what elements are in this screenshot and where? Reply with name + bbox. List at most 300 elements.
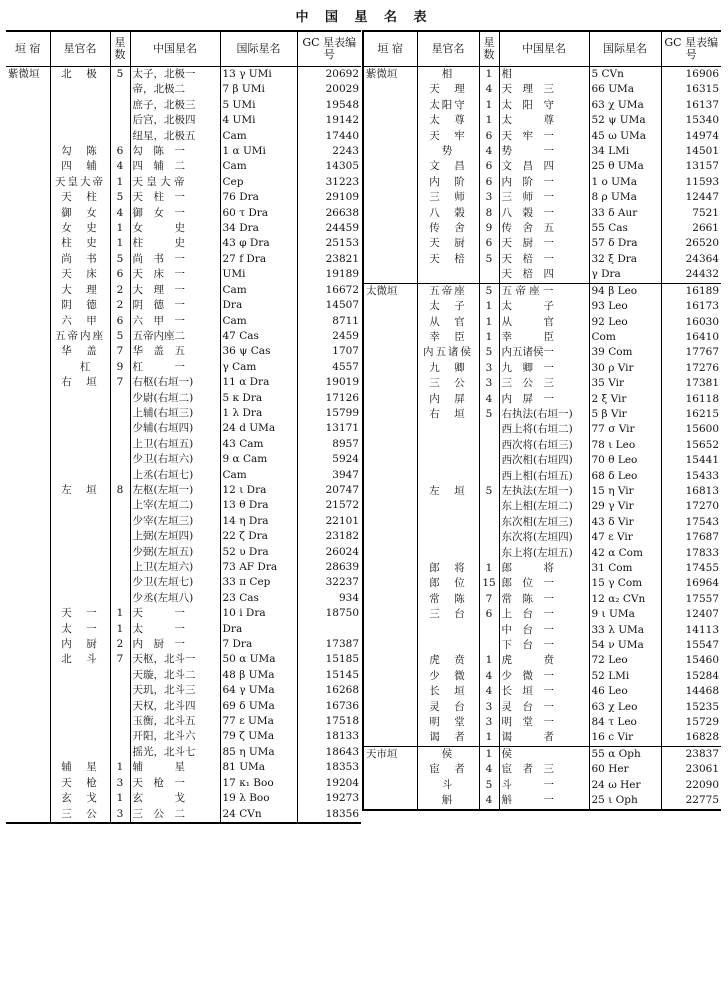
table-row [6,776,361,791]
cell-yuan [6,468,50,483]
cell-yuan [6,129,50,144]
cell-chinese: 斗 一 [499,778,589,793]
table-row [6,622,361,637]
cell-gc: 17455 [661,561,721,576]
cell-international: 45 ω UMa [589,129,661,144]
cell-official [50,452,110,467]
cell-chinese: 天权，北斗四 [130,699,220,714]
table-row [6,98,361,113]
cell-chinese: 后宫，北极四 [130,113,220,128]
cell-official [417,546,479,561]
cell-official: 斛 [417,793,479,809]
cell-chinese: 从 官 [499,315,589,330]
table-row [363,206,721,221]
cell-gc: 16189 [661,283,721,299]
cell-chinese: 庶子，北极三 [130,98,220,113]
cell-official [50,545,110,560]
table-row [6,236,361,251]
cell-gc: 2243 [297,144,361,159]
cell-chinese: 上宰(左垣二) [130,498,220,513]
cell-official: 从 官 [417,315,479,330]
cell-chinese: 常 陈 一 [499,592,589,607]
cell-yuan [363,175,417,190]
cell-chinese: 侯 [499,746,589,762]
cell-official: 天 枪 [50,776,110,791]
cell-gc: 16030 [661,315,721,330]
table-row [363,715,721,730]
cell-gc: 19189 [297,267,361,282]
cell-international: 5 CVn [589,67,661,83]
header-gc: GC 星表编号 [297,31,361,67]
cell-chinese: 纽星，北极五 [130,129,220,144]
cell-yuan [363,684,417,699]
cell-official: 灵 台 [417,700,479,715]
cell-official: 五帝座 [417,283,479,299]
cell-international: 93 Leo [589,299,661,314]
cell-international: 43 δ Vir [589,515,661,530]
cell-count [110,452,130,467]
cell-yuan [6,498,50,513]
cell-official [50,421,110,436]
cell-international: 94 β Leo [589,283,661,299]
cell-international: 11 α Dra [220,375,297,390]
cell-official [50,498,110,513]
cell-chinese: 传 舍 五 [499,221,589,236]
cell-count: 1 [110,760,130,775]
cell-official: 华 盖 [50,344,110,359]
cell-gc: 19273 [297,791,361,806]
cell-yuan [363,392,417,407]
cell-official: 天 床 [50,267,110,282]
cell-yuan [6,807,50,823]
table-row [363,530,721,545]
cell-international: 24 ω Her [589,778,661,793]
cell-yuan [363,793,417,809]
cell-international: 57 δ Dra [589,236,661,251]
header-gc: GC 星表编号 [661,31,721,67]
cell-count: 4 [479,144,499,159]
cell-chinese: 左执法(左垣一) [499,484,589,499]
cell-yuan [363,190,417,205]
cell-official: 虎 贲 [417,653,479,668]
cell-yuan [363,484,417,499]
cell-chinese: 内五诸侯一 [499,345,589,360]
cell-international: 5 β Vir [589,407,661,422]
cell-chinese: 虎 贲 [499,653,589,668]
cell-international: 13 γ UMi [220,67,297,83]
cell-chinese: 开阳，北斗六 [130,729,220,744]
cell-yuan [6,591,50,606]
cell-official: 四 辅 [50,159,110,174]
table-row [363,330,721,345]
cell-official: 少 微 [417,669,479,684]
cell-gc: 15652 [661,438,721,453]
cell-yuan [6,529,50,544]
cell-chinese: 天 理 三 [499,82,589,97]
cell-international: 79 ζ UMa [220,729,297,744]
cell-gc: 17381 [661,376,721,391]
cell-count: 1 [479,330,499,345]
table-row [6,760,361,775]
cell-gc: 934 [297,591,361,606]
table-row [6,560,361,575]
cell-official: 八 榖 [417,206,479,221]
cell-chinese: 摇光，北斗七 [130,745,220,760]
cell-count [479,623,499,638]
cell-yuan [363,453,417,468]
cell-gc: 18750 [297,606,361,621]
star-table-left [6,30,361,824]
cell-count [110,514,130,529]
cell-count: 1 [110,606,130,621]
table-row [6,113,361,128]
cell-official [417,638,479,653]
cell-gc: 19548 [297,98,361,113]
cell-official: 右 垣 [417,407,479,422]
cell-count: 9 [479,221,499,236]
cell-official [50,745,110,760]
cell-yuan [363,376,417,391]
cell-international: 43 Cam [220,437,297,452]
table-row [6,606,361,621]
cell-gc: 31223 [297,175,361,190]
cell-count: 7 [110,375,130,390]
cell-gc: 17276 [661,361,721,376]
cell-official [50,714,110,729]
cell-yuan [363,515,417,530]
table-row [6,360,361,375]
cell-count [110,683,130,698]
cell-count [110,699,130,714]
cell-yuan [363,267,417,283]
cell-count [110,560,130,575]
cell-yuan [363,623,417,638]
cell-count [479,438,499,453]
cell-yuan [363,221,417,236]
cell-count [110,714,130,729]
cell-count: 6 [110,314,130,329]
cell-official: 太 子 [417,299,479,314]
table-row [363,98,721,113]
cell-count: 3 [479,361,499,376]
cell-chinese: 三 公 三 [499,376,589,391]
cell-yuan [6,82,50,97]
cell-count [110,545,130,560]
cell-international: 14 η Dra [220,514,297,529]
cell-yuan [363,561,417,576]
cell-international: 33 π Cep [220,575,297,590]
cell-chinese: 玉衡，北斗五 [130,714,220,729]
cell-gc: 12407 [661,607,721,622]
cell-official [50,683,110,698]
cell-yuan: 天市垣 [363,746,417,762]
cell-gc: 16315 [661,82,721,97]
cell-international: 5 κ Dra [220,391,297,406]
cell-international: γ Dra [589,267,661,283]
cell-count: 4 [479,669,499,684]
cell-count [479,422,499,437]
cell-yuan [363,113,417,128]
cell-yuan [6,452,50,467]
cell-count: 2 [110,298,130,313]
page-title: 中 国 星 名 表 [295,10,433,25]
cell-chinese: 右枢(右垣一) [130,375,220,390]
cell-yuan [363,299,417,314]
table-row [6,452,361,467]
cell-yuan [6,375,50,390]
cell-gc: 15441 [661,453,721,468]
cell-international: 8 ρ UMa [589,190,661,205]
cell-yuan [363,576,417,591]
table-row [6,637,361,652]
cell-yuan [6,637,50,652]
cell-count [110,406,130,421]
table-row [363,299,721,314]
cell-yuan [363,469,417,484]
cell-chinese: 明 堂 一 [499,715,589,730]
cell-international: 33 δ Aur [589,206,661,221]
cell-international: 50 α UMa [220,652,297,667]
cell-yuan: 紫微垣 [363,67,417,83]
cell-count [110,421,130,436]
cell-chinese: 少尉(右垣二) [130,391,220,406]
cell-yuan [6,699,50,714]
cell-gc: 28639 [297,560,361,575]
cell-official: 郎 位 [417,576,479,591]
cell-count: 1 [479,730,499,746]
cell-count: 1 [479,299,499,314]
cell-chinese: 上 台 一 [499,607,589,622]
table-row [6,468,361,483]
cell-count: 8 [110,483,130,498]
cell-chinese: 四 辅 二 [130,159,220,174]
cell-official: 长 垣 [417,684,479,699]
cell-gc: 19019 [297,375,361,390]
cell-gc: 23182 [297,529,361,544]
cell-gc: 16268 [297,683,361,698]
cell-yuan [363,82,417,97]
cell-count [110,729,130,744]
cell-chinese: 少宰(左垣三) [130,514,220,529]
cell-international: 63 χ UMa [589,98,661,113]
cell-count [110,668,130,683]
cell-official: 郎 将 [417,561,479,576]
cell-count: 5 [110,252,130,267]
cell-official: 天 理 [417,82,479,97]
cell-gc: 17833 [661,546,721,561]
table-row [363,129,721,144]
cell-gc: 15340 [661,113,721,128]
cell-chinese: 太 子 [499,299,589,314]
table-row [363,144,721,159]
cell-yuan [6,729,50,744]
cell-chinese: 杠 一 [130,360,220,375]
cell-count: 5 [479,407,499,422]
table-row [6,745,361,760]
table-row [363,190,721,205]
cell-official: 传 舍 [417,221,479,236]
cell-gc: 16813 [661,484,721,499]
cell-chinese: 天枢，北斗一 [130,652,220,667]
cell-official [50,591,110,606]
cell-chinese: 西次相(右垣四) [499,453,589,468]
cell-count [110,745,130,760]
cell-yuan [363,206,417,221]
cell-international: 32 ξ Dra [589,252,661,267]
cell-gc: 22101 [297,514,361,529]
cell-chinese: 内 厨 一 [130,637,220,652]
cell-official [50,113,110,128]
cell-chinese: 太 阳 守 [499,98,589,113]
cell-yuan [6,159,50,174]
cell-international: 69 δ UMa [220,699,297,714]
table-row [6,159,361,174]
cell-yuan [6,421,50,436]
table-row [363,700,721,715]
cell-gc: 8957 [297,437,361,452]
cell-official: 北 极 [50,67,110,83]
table-row [6,421,361,436]
cell-count [110,575,130,590]
table-row [363,267,721,283]
table-row [363,159,721,174]
cell-gc: 18643 [297,745,361,760]
cell-count: 4 [110,159,130,174]
cell-gc: 16736 [297,699,361,714]
cell-official [417,623,479,638]
cell-yuan [6,283,50,298]
cell-count: 1 [479,653,499,668]
cell-gc: 21572 [297,498,361,513]
cell-yuan [6,437,50,452]
cell-gc: 15284 [661,669,721,684]
table-row [6,67,361,83]
cell-yuan [6,545,50,560]
cell-chinese: 天 皇 大 帝 [130,175,220,190]
cell-official [50,82,110,97]
table-row [363,82,721,97]
cell-gc: 15185 [297,652,361,667]
cell-chinese: 柱 史 [130,236,220,251]
cell-international: 36 ψ Cas [220,344,297,359]
cell-international: Cam [220,129,297,144]
cell-gc: 11593 [661,175,721,190]
cell-international: 81 UMa [220,760,297,775]
table-row [6,514,361,529]
cell-international: 15 γ Com [589,576,661,591]
cell-chinese: 大 理 一 [130,283,220,298]
table-row [6,714,361,729]
cell-chinese: 辅 星 [130,760,220,775]
table-row [363,499,721,514]
cell-gc: 4557 [297,360,361,375]
table-row [363,113,721,128]
cell-yuan [6,221,50,236]
cell-international: Dra [220,622,297,637]
cell-gc: 17440 [297,129,361,144]
header-official: 星官名 [417,31,479,67]
cell-count [479,453,499,468]
cell-official: 勾 陈 [50,144,110,159]
cell-international: 77 ε UMa [220,714,297,729]
cell-chinese: 郎 位 一 [499,576,589,591]
cell-count: 2 [110,637,130,652]
cell-count: 1 [479,113,499,128]
cell-gc: 26520 [661,236,721,251]
cell-chinese: 天玑，北斗三 [130,683,220,698]
table-row [363,315,721,330]
cell-international: 9 ι UMa [589,607,661,622]
cell-international: 1 λ Dra [220,406,297,421]
cell-gc: 15729 [661,715,721,730]
table-row [363,484,721,499]
cell-chinese: 五帝内座二 [130,329,220,344]
cell-yuan: 紫微垣 [8,68,40,80]
cell-yuan [363,361,417,376]
table-row [6,437,361,452]
table-row [363,684,721,699]
cell-chinese: 三 公 二 [130,807,220,823]
cell-gc: 14974 [661,129,721,144]
table-row [363,576,721,591]
cell-chinese: 西次将(右垣三) [499,438,589,453]
cell-international: 12 α₂ CVn [589,592,661,607]
table-row [363,407,721,422]
cell-official [50,437,110,452]
table-row [6,314,361,329]
cell-gc: 2661 [661,221,721,236]
table-row [6,129,361,144]
cell-count [110,129,130,144]
cell-international: 64 γ UMa [220,683,297,698]
cell-official: 三 公 [417,376,479,391]
cell-yuan [363,144,417,159]
cell-international: Cep [220,175,297,190]
cell-official: 九 卿 [417,361,479,376]
cell-count [479,515,499,530]
cell-international: 25 θ UMa [589,159,661,174]
cell-official [50,668,110,683]
cell-count: 1 [110,236,130,251]
cell-international: 66 UMa [589,82,661,97]
cell-international: Com [589,330,661,345]
cell-gc: 2459 [297,329,361,344]
cell-count: 4 [110,206,130,221]
cell-chinese: 东上相(左垣二) [499,499,589,514]
cell-yuan [6,668,50,683]
cell-international: 34 Dra [220,221,297,236]
cell-international: 9 α Cam [220,452,297,467]
cell-official [50,468,110,483]
cell-count [110,113,130,128]
cell-count: 9 [110,360,130,375]
cell-gc: 19204 [297,776,361,791]
header-count: 星数 [110,31,130,67]
cell-count: 5 [479,252,499,267]
cell-count: 6 [110,267,130,282]
table-row [363,392,721,407]
cell-international: 16 c Vir [589,730,661,746]
cell-official: 尚 书 [50,252,110,267]
cell-chinese: 御 女 一 [130,206,220,221]
cell-count: 6 [479,607,499,622]
cell-international: 23 Cas [220,591,297,606]
cell-yuan [6,776,50,791]
cell-international: 7 Dra [220,637,297,652]
cell-count: 7 [110,344,130,359]
table-row [363,453,721,468]
table-row [6,391,361,406]
